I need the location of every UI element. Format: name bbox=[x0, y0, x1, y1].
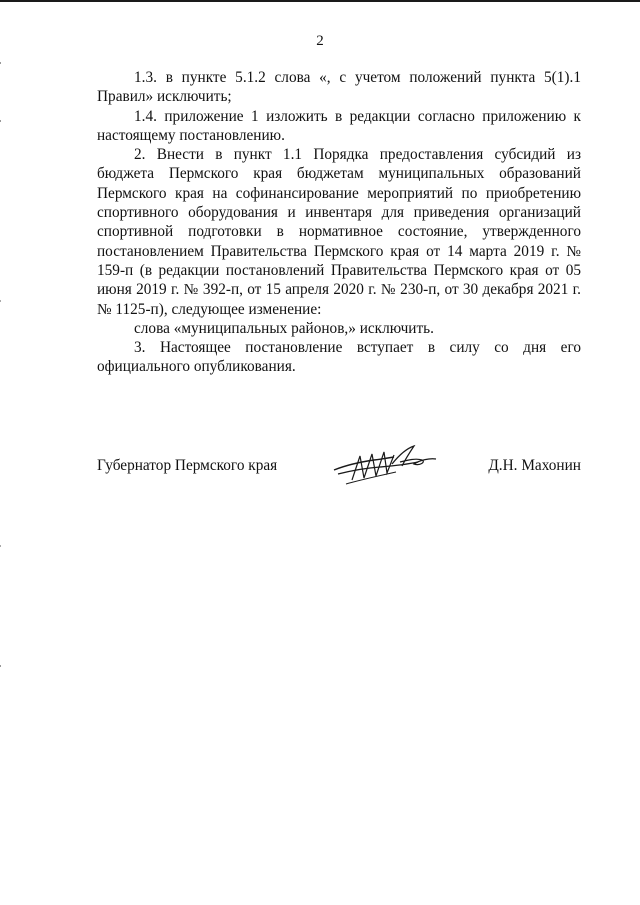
paragraph-2-change: слова «муниципальных районов,» исключить. bbox=[134, 319, 434, 337]
left-margin-scan-marks bbox=[0, 0, 4, 905]
top-border-line bbox=[0, 0, 640, 2]
signatory-name: Д.Н. Махонин bbox=[488, 457, 581, 474]
page-number: 2 bbox=[316, 33, 324, 49]
document-body bbox=[97, 68, 581, 377]
signature-block bbox=[97, 440, 581, 490]
paragraph-1-4: 1.4. приложение 1 изложить в редакции согласно приложению к настоящему постановлению. bbox=[97, 107, 581, 144]
handwritten-signature bbox=[330, 440, 440, 490]
paragraph-2: 2. Внести в пункт 1.1 Порядка предоставления субсидий из бюджета Пермского края бюджетам муниципальных образований Пермского края на софинансирование мероприятий по приобретению спортивного оборудования и инвентаря для приведения организаций спортивной подготовки в нормативное состояние, утвержденного постановлением Правительства Пермского края от 14 марта 2019 г. № 159-п (в редакции постановлений Правительства Пермского края от 05 июня 2019 г. № 392-п, от 15 апреля 2020 г. № 230-п, от 30 декабря 2021 г. № 1125-п), следующее изменение: bbox=[97, 146, 581, 318]
paragraph-1-3: 1.3. в пункте 5.1.2 слова «, с учетом положений пункта 5(1).1 Правил» исключить; bbox=[97, 69, 581, 106]
paragraph-3: 3. Настоящее постановление вступает в силу со дня его официального опубликования. bbox=[97, 339, 581, 376]
signatory-title: Губернатор Пермского края bbox=[97, 457, 278, 474]
